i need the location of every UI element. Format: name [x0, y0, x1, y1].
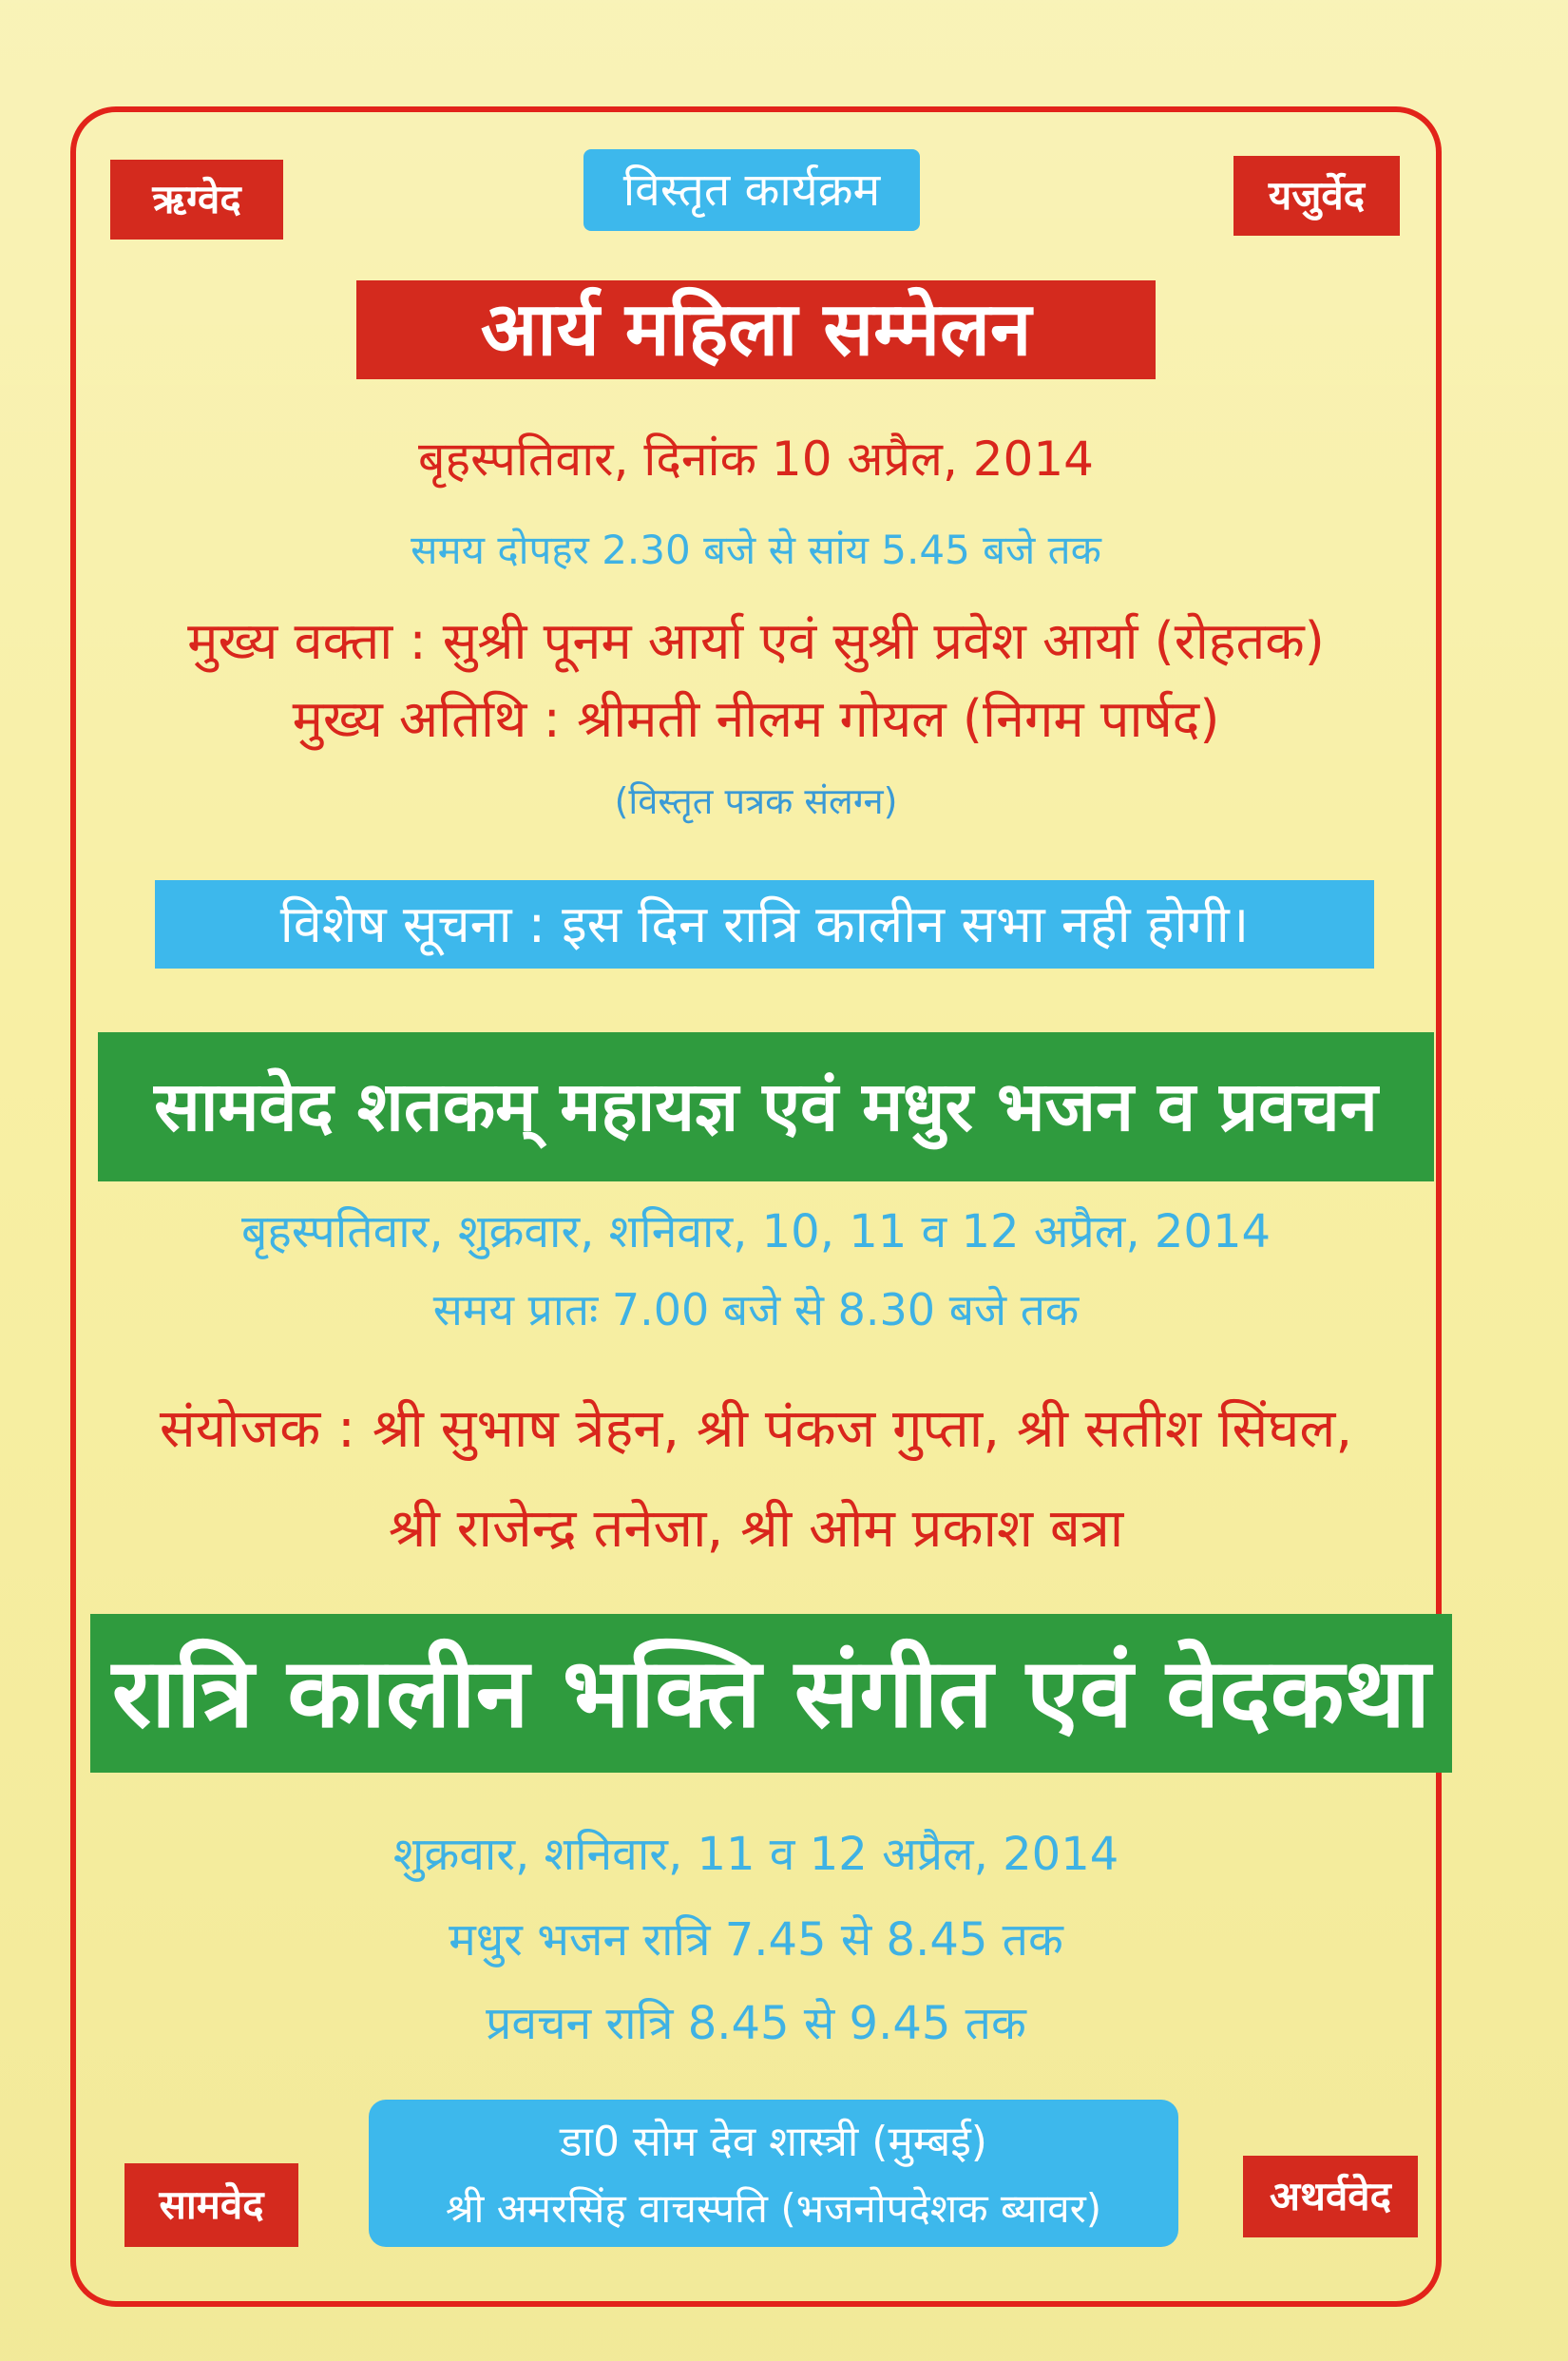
section2-title-band: सामवेद शतकम् महायज्ञ एवं मधुर भजन व प्रवचन [98, 1032, 1434, 1181]
corner-label-atharvaveda: अथर्ववेद [1243, 2156, 1418, 2237]
corner-label-yajurveda: यजुर्वेद [1233, 156, 1400, 236]
section2-dates: बृहस्पतिवार, शुक्रवार, शनिवार, 10, 11 व 12 अप्रैल, 2014 [240, 1205, 1272, 1258]
section1-note: (विस्तृत पत्रक संलग्न) [614, 780, 898, 822]
section3-dates: शुक्रवार, शनिवार, 11 व 12 अप्रैल, 2014 [392, 1828, 1119, 1881]
speaker-line-2: श्री अमरसिंह वाचस्पति (भजनोपदेशक ब्यावर) [445, 2185, 1102, 2232]
corner-label-samaveda: सामवेद [124, 2163, 298, 2247]
section3-pravachan-time: प्रवचन रात्रि 8.45 से 9.45 तक [486, 1997, 1026, 2050]
special-notice: विशेष सूचना : इस दिन रात्रि कालीन सभा नही होगी। [155, 880, 1374, 969]
section1-chief-guest: मुख्य अतिथि : श्रीमती नीलम गोयल (निगम पार्षद) [292, 689, 1220, 749]
section3-title-band: रात्रि कालीन भक्ति संगीत एवं वेदकथा [90, 1614, 1452, 1773]
program-badge: विस्तृत कार्यक्रम [583, 149, 920, 231]
section1-title: आर्य महिला सम्मेलन [356, 280, 1156, 379]
section3-speakers-box [369, 2100, 1178, 2247]
speaker-line-1: डा0 सोम देव शास्त्री (मुम्बई) [560, 2118, 987, 2166]
corner-label-rigveda: ऋग्वेद [110, 160, 283, 240]
section3-bhajan-time: मधुर भजन रात्रि 7.45 से 8.45 तक [449, 1913, 1063, 1967]
section1-date: बृहस्पतिवार, दिनांक 10 अप्रैल, 2014 [418, 432, 1094, 487]
section1-speakers: मुख्य वक्ता : सुश्री पूनम आर्या एवं सुश्री प्रवेश आर्या (रोहतक) [187, 611, 1325, 671]
section2-time: समय प्रातः 7.00 बजे से 8.30 बजे तक [432, 1284, 1080, 1335]
section2-convenors-line2: श्री राजेन्द्र तनेजा, श्री ओम प्रकाश बत्रा [388, 1498, 1124, 1560]
section2-convenors-line1: संयोजक : श्री सुभाष त्रेहन, श्री पंकज गुप्ता, श्री सतीश सिंघल, [159, 1398, 1353, 1460]
section1-time: समय दोपहर 2.30 बजे से सांय 5.45 बजे तक [411, 527, 1101, 573]
